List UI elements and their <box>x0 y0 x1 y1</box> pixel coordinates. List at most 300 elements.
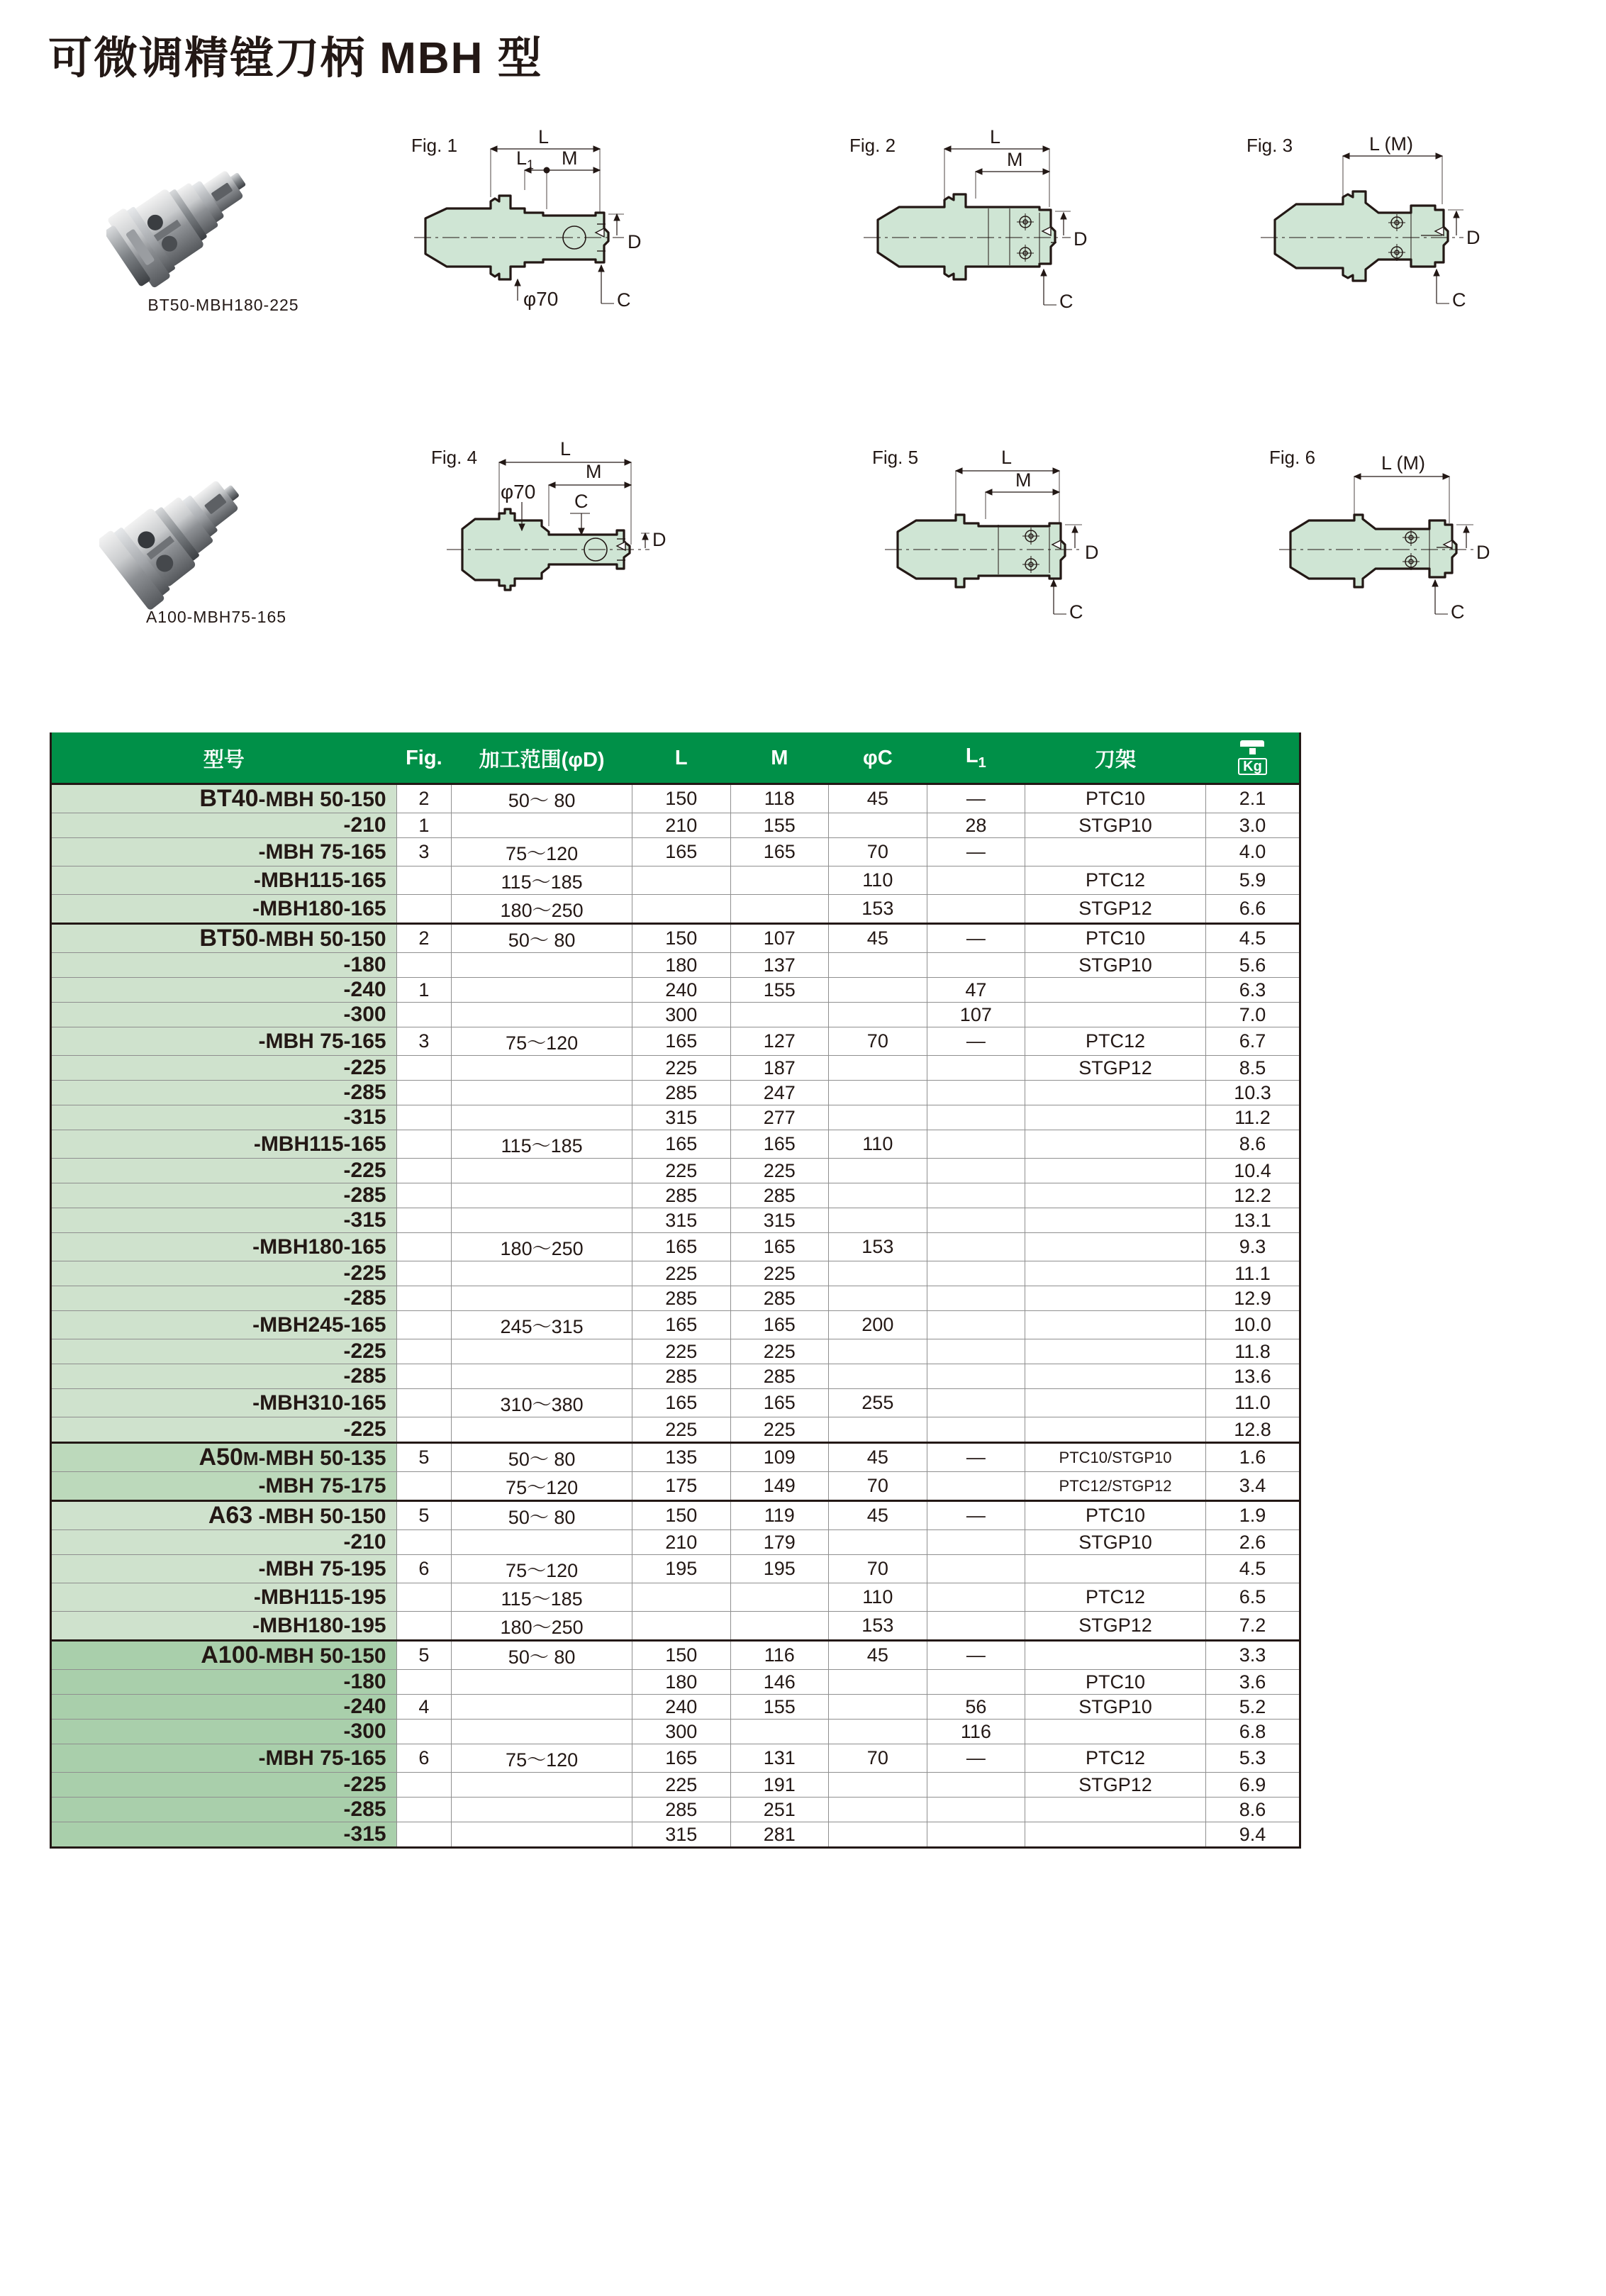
cell-range: 50～ 80 <box>452 1501 632 1530</box>
table-row <box>51 1501 1300 1530</box>
cell-fig: 2 <box>396 784 452 813</box>
cell-holder: PTC12/STGP12 <box>1025 1472 1206 1501</box>
cell-model: -MBH 75-175 <box>51 1472 397 1501</box>
cell-M: 195 <box>730 1555 829 1583</box>
cell-L: 225 <box>632 1417 731 1443</box>
cell-range: 50～ 80 <box>452 924 632 953</box>
cell-holder <box>1025 1261 1206 1286</box>
cell-fig: 1 <box>396 978 452 1003</box>
cell-L: 210 <box>632 813 731 838</box>
cell-model: -180 <box>51 953 397 978</box>
cell-L1 <box>927 895 1025 924</box>
cell-range: 50～ 80 <box>452 784 632 813</box>
cell-fig <box>396 866 452 895</box>
cell-weight: 11.1 <box>1205 1261 1300 1286</box>
table-row <box>51 1720 1300 1744</box>
figure-2-dim-L: L <box>990 126 1001 147</box>
cell-L: 285 <box>632 1364 731 1389</box>
cell-phiC: 45 <box>829 784 927 813</box>
table-row <box>51 1744 1300 1773</box>
cell-phiC <box>829 1159 927 1183</box>
cell-range <box>452 978 632 1003</box>
cell-L: 195 <box>632 1555 731 1583</box>
figure-5-label: Fig. 5 <box>872 447 919 468</box>
cell-L: 150 <box>632 1641 731 1670</box>
cell-range <box>452 1261 632 1286</box>
table-row <box>51 1233 1300 1261</box>
cell-range: 50～ 80 <box>452 1641 632 1670</box>
header-model: 型号 <box>51 733 397 784</box>
cell-model: -210 <box>51 813 397 838</box>
cell-L1: 28 <box>927 813 1025 838</box>
cell-range <box>452 1183 632 1208</box>
table-row <box>51 1670 1300 1695</box>
cell-model: A63 -MBH 50-150 <box>51 1501 397 1530</box>
header-weight <box>1205 733 1300 784</box>
cell-fig: 5 <box>396 1641 452 1670</box>
cell-weight: 11.0 <box>1205 1389 1300 1417</box>
cell-fig <box>396 1208 452 1233</box>
cell-fig <box>396 1364 452 1389</box>
cell-phiC <box>829 1081 927 1105</box>
cell-M: 137 <box>730 953 829 978</box>
cell-weight: 1.6 <box>1205 1443 1300 1472</box>
table-row <box>51 953 1300 978</box>
cell-fig <box>396 1720 452 1744</box>
cell-range: 50～ 80 <box>452 1443 632 1472</box>
cell-range <box>452 1798 632 1822</box>
cell-weight: 8.6 <box>1205 1798 1300 1822</box>
cell-model: -180 <box>51 1670 397 1695</box>
figure-4-label: Fig. 4 <box>431 447 478 468</box>
cell-model: -MBH 75-165 <box>51 1744 397 1773</box>
cell-range <box>452 1003 632 1027</box>
cell-weight: 6.9 <box>1205 1773 1300 1798</box>
cell-M: 131 <box>730 1744 829 1773</box>
cell-holder <box>1025 1311 1206 1339</box>
cell-fig <box>396 1798 452 1822</box>
cell-phiC: 70 <box>829 1744 927 1773</box>
cell-weight: 10.0 <box>1205 1311 1300 1339</box>
cell-holder: STGP12 <box>1025 1056 1206 1081</box>
cell-L: 180 <box>632 953 731 978</box>
cell-model: -MBH 75-165 <box>51 1027 397 1056</box>
figure-5 <box>872 440 1184 638</box>
cell-L: 315 <box>632 1208 731 1233</box>
table-row <box>51 1389 1300 1417</box>
cell-holder <box>1025 1081 1206 1105</box>
cell-M: 225 <box>730 1159 829 1183</box>
cell-holder: PTC12 <box>1025 1583 1206 1612</box>
cell-L <box>632 866 731 895</box>
cell-fig <box>396 1003 452 1027</box>
table-row <box>51 1286 1300 1311</box>
cell-fig <box>396 1822 452 1848</box>
cell-holder <box>1025 1641 1206 1670</box>
cell-model: -MBH115-195 <box>51 1583 397 1612</box>
cell-fig <box>396 1417 452 1443</box>
cell-L: 150 <box>632 1501 731 1530</box>
cell-M <box>730 1720 829 1744</box>
cell-L <box>632 1612 731 1641</box>
header-fig: Fig. <box>396 733 452 784</box>
figure-1-dim-M: M <box>562 147 578 169</box>
weight-unit-label: Kg <box>1238 758 1267 775</box>
cell-weight: 5.3 <box>1205 1744 1300 1773</box>
cell-L: 225 <box>632 1773 731 1798</box>
cell-phiC: 45 <box>829 1443 927 1472</box>
cell-weight: 9.4 <box>1205 1822 1300 1848</box>
table-row <box>51 1027 1300 1056</box>
table-row <box>51 866 1300 895</box>
figure-2-dim-C: C <box>1059 291 1074 312</box>
table-body <box>51 784 1300 1848</box>
cell-L1: — <box>927 924 1025 953</box>
cell-fig <box>396 1261 452 1286</box>
cell-phiC <box>829 1003 927 1027</box>
cell-model: -240 <box>51 1695 397 1720</box>
cell-L: 285 <box>632 1183 731 1208</box>
cell-L: 135 <box>632 1443 731 1472</box>
cell-holder <box>1025 978 1206 1003</box>
cell-M: 277 <box>730 1105 829 1130</box>
cell-holder <box>1025 838 1206 866</box>
cell-L1: 47 <box>927 978 1025 1003</box>
cell-M <box>730 895 829 924</box>
cell-holder: STGP12 <box>1025 1612 1206 1641</box>
cell-holder <box>1025 1105 1206 1130</box>
cell-holder: PTC10 <box>1025 924 1206 953</box>
figure-1-dim-C: C <box>617 289 631 311</box>
cell-L1 <box>927 1583 1025 1612</box>
cell-phiC <box>829 1773 927 1798</box>
cell-phiC: 70 <box>829 838 927 866</box>
table-row <box>51 1443 1300 1472</box>
cell-weight: 12.9 <box>1205 1286 1300 1311</box>
cell-range <box>452 1105 632 1130</box>
cell-range <box>452 1720 632 1744</box>
cell-holder <box>1025 1417 1206 1443</box>
cell-M <box>730 1583 829 1612</box>
cell-phiC <box>829 1208 927 1233</box>
cell-phiC <box>829 1798 927 1822</box>
cell-M: 119 <box>730 1501 829 1530</box>
cell-weight: 3.3 <box>1205 1641 1300 1670</box>
table-row <box>51 1056 1300 1081</box>
cell-fig <box>396 1389 452 1417</box>
cell-range <box>452 953 632 978</box>
cell-fig: 2 <box>396 924 452 953</box>
cell-range <box>452 1773 632 1798</box>
table-row <box>51 1641 1300 1670</box>
figure-1-dim-D: D <box>628 231 642 252</box>
cell-model: -MBH115-165 <box>51 1130 397 1159</box>
cell-phiC <box>829 1105 927 1130</box>
cell-fig <box>396 1612 452 1641</box>
cell-M: 285 <box>730 1364 829 1389</box>
cell-M: 247 <box>730 1081 829 1105</box>
cell-M: 225 <box>730 1339 829 1364</box>
table-row <box>51 1003 1300 1027</box>
cell-L1 <box>927 1798 1025 1822</box>
cell-phiC: 110 <box>829 1583 927 1612</box>
cell-M: 107 <box>730 924 829 953</box>
cell-weight: 5.6 <box>1205 953 1300 978</box>
figure-5-dim-M: M <box>1015 469 1032 491</box>
cell-phiC: 153 <box>829 1233 927 1261</box>
cell-phiC <box>829 1670 927 1695</box>
figure-3-dim-D: D <box>1466 227 1480 248</box>
cell-range: 310～380 <box>452 1389 632 1417</box>
cell-weight: 6.6 <box>1205 895 1300 924</box>
cell-range: 115～185 <box>452 1130 632 1159</box>
figure-3 <box>1247 128 1558 326</box>
cell-L1 <box>927 1056 1025 1081</box>
cell-weight: 6.3 <box>1205 978 1300 1003</box>
cell-L: 210 <box>632 1530 731 1555</box>
cell-M: 165 <box>730 1233 829 1261</box>
table-row <box>51 1339 1300 1364</box>
cell-holder: PTC10 <box>1025 784 1206 813</box>
cell-L: 165 <box>632 1233 731 1261</box>
figure-1 <box>411 128 745 326</box>
cell-phiC <box>829 1695 927 1720</box>
photo-bt50-image <box>106 106 340 305</box>
table-row <box>51 924 1300 953</box>
cell-holder: STGP10 <box>1025 813 1206 838</box>
figure-5-dim-L: L <box>1001 447 1013 468</box>
cell-fig <box>396 1056 452 1081</box>
cell-L1 <box>927 1773 1025 1798</box>
cell-model: -285 <box>51 1798 397 1822</box>
cell-model: -315 <box>51 1822 397 1848</box>
cell-L: 240 <box>632 1695 731 1720</box>
cell-phiC: 200 <box>829 1311 927 1339</box>
cell-model: -285 <box>51 1286 397 1311</box>
cell-model: -MBH115-165 <box>51 866 397 895</box>
cell-M: 225 <box>730 1417 829 1443</box>
table-row <box>51 1261 1300 1286</box>
cell-phiC <box>829 1286 927 1311</box>
cell-phiC: 153 <box>829 1612 927 1641</box>
cell-weight: 6.7 <box>1205 1027 1300 1056</box>
cell-weight: 4.5 <box>1205 924 1300 953</box>
table-row <box>51 1081 1300 1105</box>
cell-weight: 2.6 <box>1205 1530 1300 1555</box>
cell-range: 115～185 <box>452 1583 632 1612</box>
cell-L1 <box>927 1261 1025 1286</box>
cell-M: 225 <box>730 1261 829 1286</box>
cell-range <box>452 1081 632 1105</box>
cell-L: 285 <box>632 1798 731 1822</box>
table-row <box>51 978 1300 1003</box>
cell-L1 <box>927 1555 1025 1583</box>
cell-M: 179 <box>730 1530 829 1555</box>
cell-model: A100-MBH 50-150 <box>51 1641 397 1670</box>
figure-4-dim-D: D <box>652 529 667 550</box>
table-row <box>51 1555 1300 1583</box>
cell-M: 285 <box>730 1286 829 1311</box>
cell-model: -300 <box>51 1720 397 1744</box>
figure-2-dim-M: M <box>1007 149 1023 170</box>
figure-2-label: Fig. 2 <box>849 135 896 156</box>
cell-model: -315 <box>51 1208 397 1233</box>
cell-L: 225 <box>632 1339 731 1364</box>
cell-fig: 6 <box>396 1555 452 1583</box>
cell-L: 300 <box>632 1720 731 1744</box>
cell-model: -225 <box>51 1159 397 1183</box>
table-row <box>51 813 1300 838</box>
cell-model: -300 <box>51 1003 397 1027</box>
cell-phiC: 70 <box>829 1027 927 1056</box>
cell-model: -240 <box>51 978 397 1003</box>
cell-M <box>730 866 829 895</box>
cell-phiC: 255 <box>829 1389 927 1417</box>
cell-L: 225 <box>632 1056 731 1081</box>
cell-range <box>452 1822 632 1848</box>
cell-M: 165 <box>730 1311 829 1339</box>
cell-M: 155 <box>730 1695 829 1720</box>
cell-fig: 3 <box>396 1027 452 1056</box>
cell-L1 <box>927 1081 1025 1105</box>
cell-fig <box>396 1670 452 1695</box>
cell-fig <box>396 1339 452 1364</box>
cell-M <box>730 1003 829 1027</box>
figure-4 <box>431 440 764 638</box>
cell-fig <box>396 1130 452 1159</box>
cell-L1 <box>927 1364 1025 1389</box>
cell-L <box>632 895 731 924</box>
cell-L1: — <box>927 1744 1025 1773</box>
table-row <box>51 1472 1300 1501</box>
cell-weight: 8.6 <box>1205 1130 1300 1159</box>
cell-range: 75～120 <box>452 838 632 866</box>
header-L1: $L_1$ <box>927 733 1025 784</box>
cell-L1 <box>927 1530 1025 1555</box>
cell-weight: 6.8 <box>1205 1720 1300 1744</box>
cell-M: 109 <box>730 1443 829 1472</box>
table-row <box>51 1130 1300 1159</box>
cell-L: 150 <box>632 784 731 813</box>
cell-fig <box>396 1233 452 1261</box>
cell-holder <box>1025 1822 1206 1848</box>
weight-icon <box>1238 740 1267 775</box>
table-header-row <box>51 733 1300 784</box>
cell-model: BT40-MBH 50-150 <box>51 784 397 813</box>
table-row <box>51 1773 1300 1798</box>
cell-L1: — <box>927 838 1025 866</box>
cell-model: -MBH 75-195 <box>51 1555 397 1583</box>
specifications-table <box>50 732 1301 1849</box>
cell-holder <box>1025 1389 1206 1417</box>
cell-L1 <box>927 1389 1025 1417</box>
cell-L: 240 <box>632 978 731 1003</box>
cell-L1 <box>927 1130 1025 1159</box>
cell-model: -MBH180-165 <box>51 1233 397 1261</box>
cell-L1: — <box>927 1501 1025 1530</box>
cell-L1: — <box>927 1027 1025 1056</box>
cell-L1: 56 <box>927 1695 1025 1720</box>
cell-weight: 5.2 <box>1205 1695 1300 1720</box>
figure-5-dim-C: C <box>1069 601 1083 623</box>
header-L: L <box>632 733 731 784</box>
cell-fig <box>396 953 452 978</box>
cell-range <box>452 1056 632 1081</box>
cell-L1: 107 <box>927 1003 1025 1027</box>
cell-M: 127 <box>730 1027 829 1056</box>
cell-L <box>632 1583 731 1612</box>
cell-range: 75～120 <box>452 1744 632 1773</box>
cell-range <box>452 1530 632 1555</box>
cell-holder <box>1025 1798 1206 1822</box>
cell-holder: STGP12 <box>1025 1773 1206 1798</box>
cell-phiC <box>829 813 927 838</box>
cell-holder <box>1025 1233 1206 1261</box>
cell-M: 281 <box>730 1822 829 1848</box>
cell-range <box>452 1670 632 1695</box>
cell-M: 155 <box>730 813 829 838</box>
cell-model: -MBH245-165 <box>51 1311 397 1339</box>
cell-L1: — <box>927 1443 1025 1472</box>
cell-fig <box>396 1311 452 1339</box>
cell-L1 <box>927 1183 1025 1208</box>
cell-holder: PTC12 <box>1025 1027 1206 1056</box>
cell-model: -225 <box>51 1261 397 1286</box>
cell-phiC: 110 <box>829 1130 927 1159</box>
cell-holder <box>1025 1183 1206 1208</box>
cell-phiC: 70 <box>829 1555 927 1583</box>
cell-fig: 5 <box>396 1501 452 1530</box>
photo-caption-bt50: BT50-MBH180-225 <box>147 296 299 314</box>
cell-L1 <box>927 1472 1025 1501</box>
figure-6-dim-D: D <box>1476 542 1490 563</box>
figure-6-dim-LM: L (M) <box>1381 452 1425 474</box>
table-row <box>51 1183 1300 1208</box>
cell-L1 <box>927 1339 1025 1364</box>
cell-L1 <box>927 1417 1025 1443</box>
cell-L: 165 <box>632 1311 731 1339</box>
cell-L1 <box>927 1286 1025 1311</box>
cell-M: 155 <box>730 978 829 1003</box>
cell-M: 165 <box>730 1130 829 1159</box>
cell-L: 225 <box>632 1261 731 1286</box>
cell-L: 285 <box>632 1286 731 1311</box>
cell-model: -315 <box>51 1105 397 1130</box>
cell-holder <box>1025 1555 1206 1583</box>
cell-weight: 3.6 <box>1205 1670 1300 1695</box>
figure-1-dim-L: L <box>538 126 550 147</box>
cell-model: -MBH 75-165 <box>51 838 397 866</box>
cell-range: 245～315 <box>452 1311 632 1339</box>
cell-M: 191 <box>730 1773 829 1798</box>
cell-weight: 7.0 <box>1205 1003 1300 1027</box>
cell-M: 315 <box>730 1208 829 1233</box>
cell-L: 315 <box>632 1822 731 1848</box>
header-holder: 刀架 <box>1025 733 1206 784</box>
cell-weight: 3.4 <box>1205 1472 1300 1501</box>
cell-fig: 5 <box>396 1443 452 1472</box>
cell-M: 285 <box>730 1183 829 1208</box>
cell-weight: 4.0 <box>1205 838 1300 866</box>
cell-M: 116 <box>730 1641 829 1670</box>
cell-L1 <box>927 953 1025 978</box>
cell-holder: PTC10/STGP10 <box>1025 1443 1206 1472</box>
cell-weight: 11.2 <box>1205 1105 1300 1130</box>
header-M: M <box>730 733 829 784</box>
cell-weight: 3.0 <box>1205 813 1300 838</box>
cell-phiC: 45 <box>829 924 927 953</box>
figure-4-dim-L: L <box>560 438 571 459</box>
